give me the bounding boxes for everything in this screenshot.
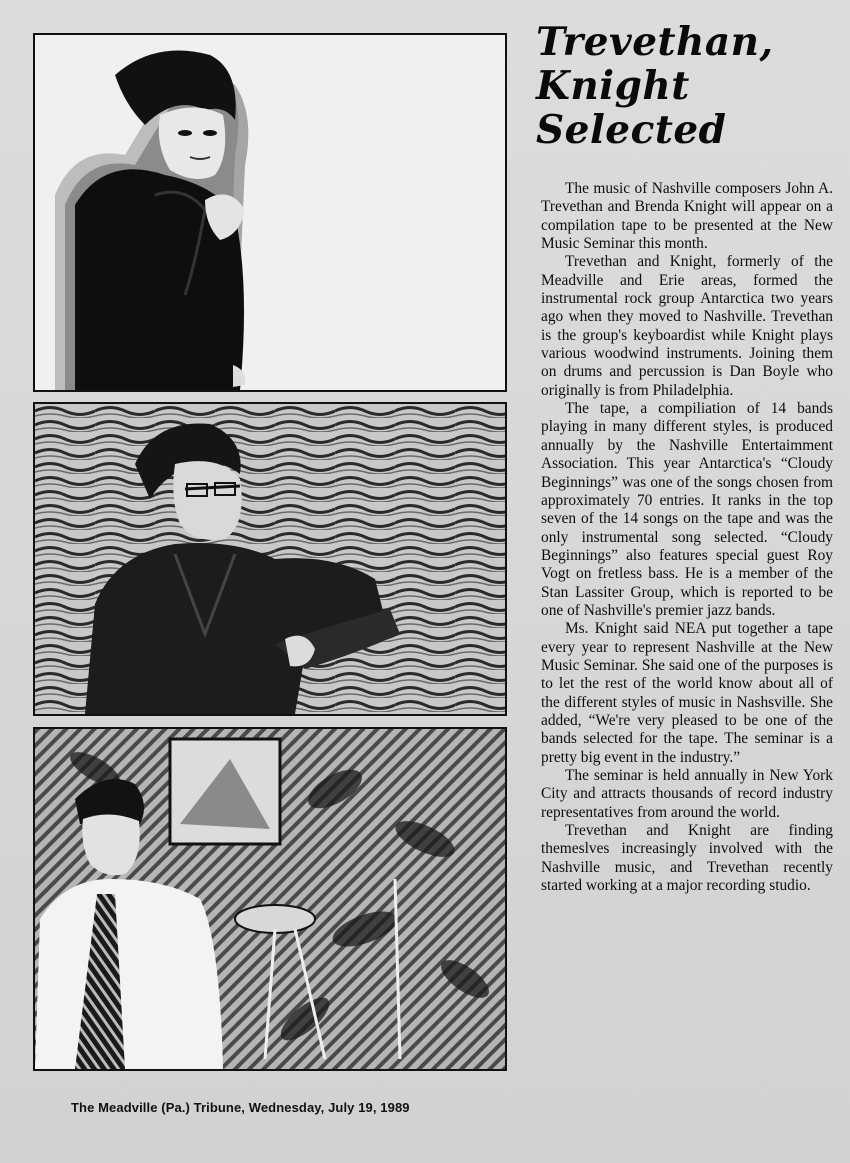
article-paragraph: Trevethan and Knight, formerly of the Meadville and Erie areas, formed the instrumental rock group Antarctica two years ago when they moved to Nashville. Trevethan is the group's keyboardist while Knight plays various woodwind instruments. Joining them on drums and percussion is Dan Boyle who originally is from Philadelphia. (541, 253, 833, 399)
photo-dan-boyle (33, 727, 507, 1071)
article-paragraph: The seminar is held annually in New York City and attracts thousands of record industry representatives from around the world. (541, 767, 833, 821)
article-body (541, 180, 833, 895)
article-paragraph: The music of Nashville composers John A. Trevethan and Brenda Knight will appear on a compilation tape to be presented at the New Music Seminar this month. (541, 180, 833, 253)
article-paragraph: The tape, a compiliation of 14 bands playing in many different styles, is produced annually by the Nashville Entertaimment Association. This year Antarctica's “Cloudy Beginnings” was one of the songs chosen from approximately 70 entries. It ranks in the top seven of the 14 songs on the tape and was the only instrumental song selected. “Cloudy Beginnings” also features special guest Roy Vogt on fretless bass. He is a member of the Stan Lassiter Group, which is reported to be one of Nashville's premier jazz bands. (541, 400, 833, 619)
headline-line-2: Knight (536, 63, 690, 109)
photo-man-tie-illustration (35, 729, 505, 1069)
photo-brenda-knight (33, 33, 507, 392)
article-paragraph: Trevethan and Knight are finding themeslves increasingly involved with the Nashville music, and Trevethan recently started working at a major recording studio. (541, 822, 833, 895)
photo-john-trevethan (33, 402, 507, 716)
headline (536, 20, 836, 152)
photo-caption: The Meadville (Pa.) Tribune, Wednesday, July 19, 1989 (71, 1100, 410, 1115)
headline-line-3: Selected (536, 107, 727, 153)
photo-woman-illustration (35, 35, 505, 390)
headline-line-1: Trevethan, (536, 19, 774, 65)
article-paragraph: Ms. Knight said NEA put together a tape every year to represent Nashville at the New Music Seminar. She said one of the purposes is to let the rest of the world know about all of the different styles of music in Nashsville. She added, “We're very pleased to be one of the bands selected for the tape. The seminar is a pretty big event in the industry.” (541, 620, 833, 766)
photo-man-glasses-illustration (35, 404, 505, 714)
